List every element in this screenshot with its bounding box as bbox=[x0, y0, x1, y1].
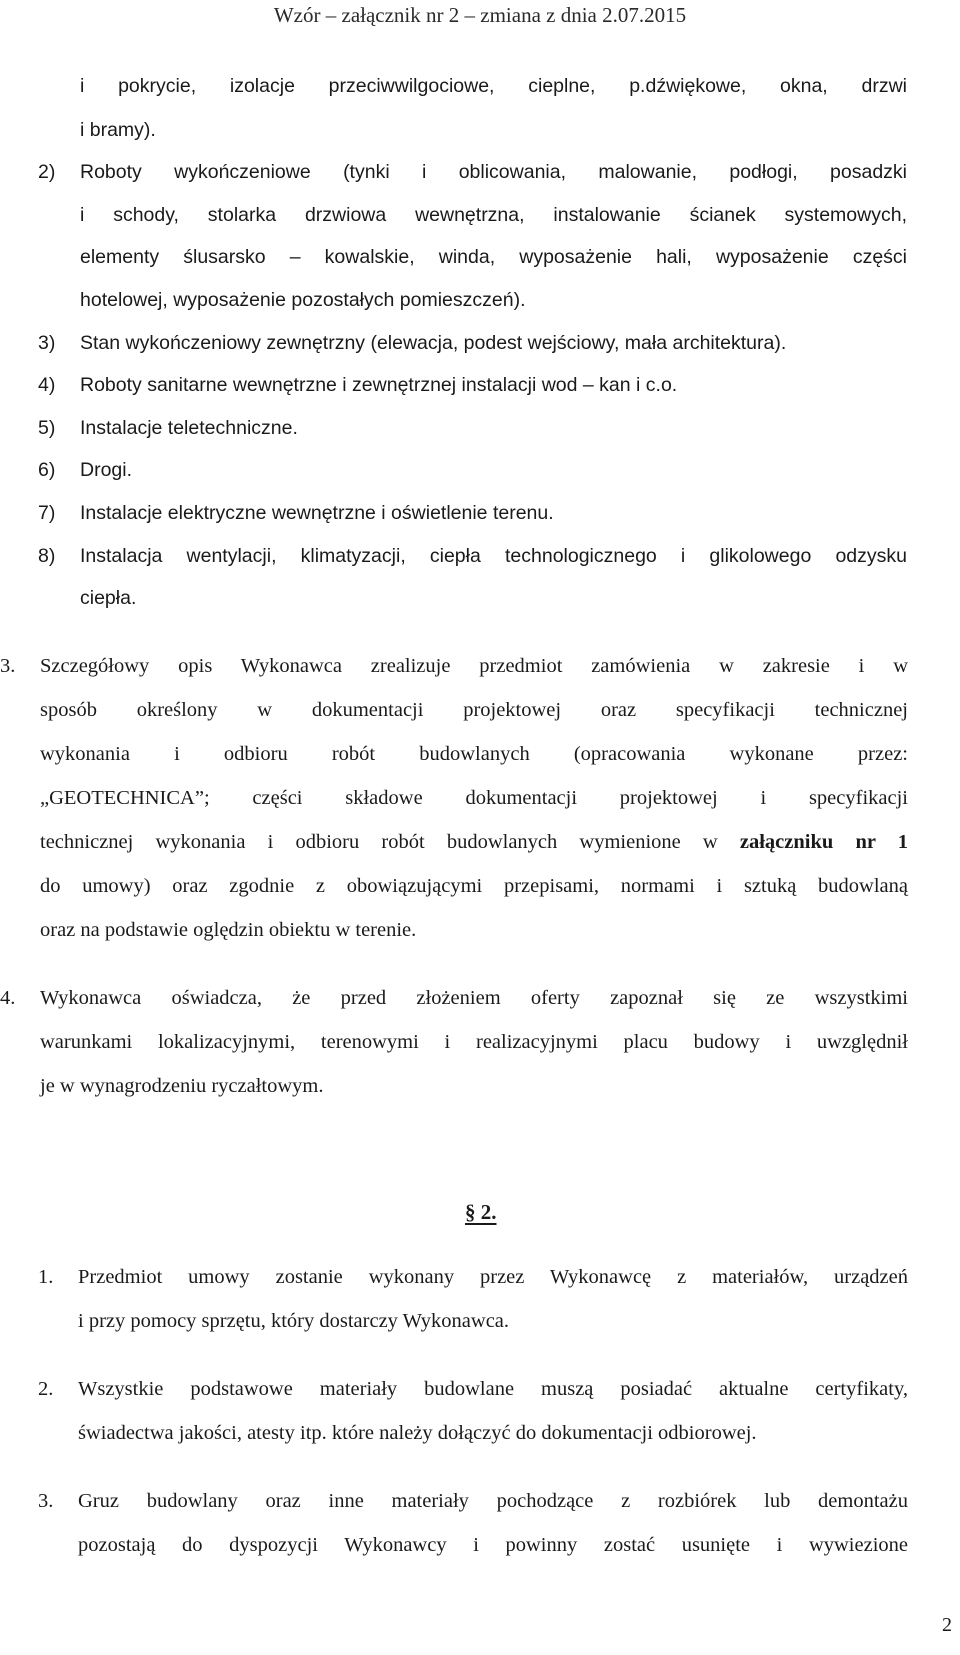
list-item-1-line-2: i bramy). bbox=[80, 119, 156, 141]
list-item-2-line-3: elementy ślusarsko – kowalskie, winda, wyposażenie hali, wyposażenie części bbox=[80, 246, 907, 268]
list-item-2-line-4: hotelowej, wyposażenie pozostałych pomieszczeń). bbox=[80, 289, 526, 311]
section-item-3-line-1: Gruz budowlany oraz inne materiały pochodzące z rozbiórek lub demontażu bbox=[78, 1490, 908, 1512]
list-item-8-line-1: Instalacja wentylacji, klimatyzacji, ciepła technologicznego i glikolowego odzysku bbox=[80, 545, 907, 567]
list-item-2-line-1: Roboty wykończeniowe (tynki i oblicowania, malowanie, podłogi, posadzki bbox=[80, 161, 907, 183]
paragraph-4-line-1: Wykonawca oświadcza, że przed złożeniem oferty zapoznał się ze wszystkimi bbox=[40, 987, 908, 1009]
list-number: 6) bbox=[38, 459, 56, 481]
section-heading: § 2. bbox=[465, 1200, 497, 1224]
paragraph-4-line-3: je w wynagrodzeniu ryczałtowym. bbox=[40, 1075, 324, 1097]
section-item-2-line-1: Wszystkie podstawowe materiały budowlane muszą posiadać aktualne certyfikaty, bbox=[78, 1378, 908, 1400]
list-item-7: Instalacje elektryczne wewnętrzne i oświetlenie terenu. bbox=[80, 502, 554, 524]
paragraph-3-line-4: „GEOTECHNICA”; części składowe dokumentacji projektowej i specyfikacji bbox=[40, 787, 908, 809]
paragraph-3-line-2: sposób określony w dokumentacji projektowej oraz specyfikacji technicznej bbox=[40, 699, 908, 721]
list-number: 4) bbox=[38, 374, 56, 396]
list-item-5: Instalacje teletechniczne. bbox=[80, 417, 298, 439]
list-item-6: Drogi. bbox=[80, 459, 133, 481]
list-item-2-line-2: i schody, stolarka drzwiowa wewnętrzna, instalowanie ścianek systemowych, bbox=[80, 204, 907, 226]
list-number: 7) bbox=[38, 502, 56, 524]
list-item-4: Roboty sanitarne wewnętrzne i zewnętrznej instalacji wod – kan i c.o. bbox=[80, 374, 678, 396]
list-number: 5) bbox=[38, 417, 56, 439]
section-item-1-line-1: Przedmiot umowy zostanie wykonany przez Wykonawcę z materiałów, urządzeń bbox=[78, 1266, 908, 1288]
item-number: 3. bbox=[38, 1490, 54, 1512]
item-number: 1. bbox=[38, 1266, 54, 1288]
paragraph-number: 3. bbox=[0, 655, 16, 677]
item-number: 2. bbox=[38, 1378, 54, 1400]
page-header: Wzór – załącznik nr 2 – zmiana z dnia 2.07.2015 bbox=[273, 3, 687, 27]
paragraph-number: 4. bbox=[0, 987, 16, 1009]
list-number: 8) bbox=[38, 545, 56, 567]
section-item-3-line-2: pozostają do dyspozycji Wykonawcy i powinny zostać usunięte i wywiezione bbox=[78, 1534, 908, 1556]
page-number: 2 bbox=[942, 1614, 952, 1636]
paragraph-3-line-5: technicznej wykonania i odbioru robót budowlanych wymienione w załączniku nr 1 bbox=[40, 831, 908, 853]
paragraph-3-line-3: wykonania i odbioru robót budowlanych (opracowania wykonane przez: bbox=[40, 743, 908, 765]
section-item-1-line-2: i przy pomocy sprzętu, który dostarczy Wykonawca. bbox=[78, 1310, 510, 1332]
section-item-2-line-2: świadectwa jakości, atesty itp. które należy dołączyć do dokumentacji odbiorowej. bbox=[78, 1422, 757, 1444]
attachment-reference: załączniku nr 1 bbox=[739, 831, 908, 853]
paragraph-3-line-1: Szczegółowy opis Wykonawca zrealizuje przedmiot zamówienia w zakresie i w bbox=[40, 655, 908, 677]
list-item-3: Stan wykończeniowy zewnętrzny (elewacja, podest wejściowy, mała architektura). bbox=[80, 332, 787, 354]
paragraph-3-line-7: oraz na podstawie oględzin obiektu w terenie. bbox=[40, 919, 417, 941]
paragraph-3-line-6: do umowy) oraz zgodnie z obowiązującymi przepisami, normami i sztuką budowlaną bbox=[40, 875, 908, 897]
list-number: 3) bbox=[38, 332, 56, 354]
list-item-1-line-1: i pokrycie, izolacje przeciwwilgociowe, cieplne, p.dźwiękowe, okna, drzwi bbox=[80, 75, 907, 97]
paragraph-4-line-2: warunkami lokalizacyjnymi, terenowymi i realizacyjnymi placu budowy i uwzględnił bbox=[40, 1031, 908, 1053]
list-item-8-line-2: ciepła. bbox=[80, 587, 137, 609]
list-number: 2) bbox=[38, 161, 56, 183]
